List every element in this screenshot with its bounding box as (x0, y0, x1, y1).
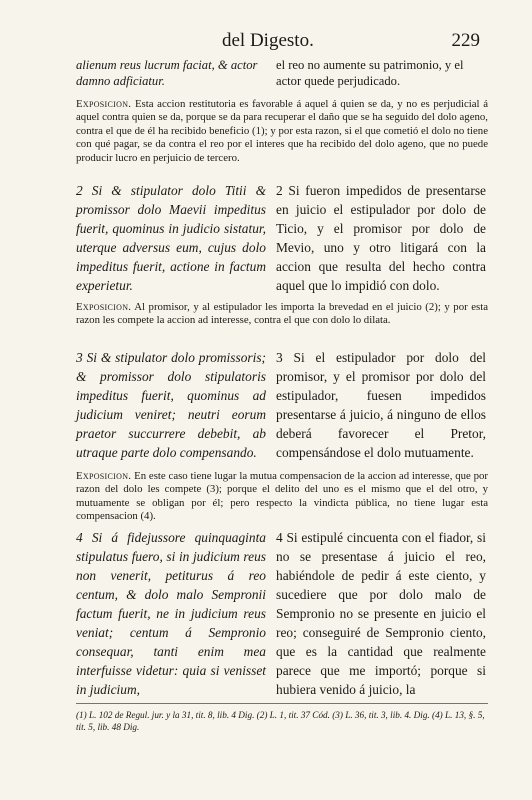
exposition-paragraph (76, 470, 488, 524)
footnotes: (1) L. 102 de Regul. jur. y la 31, tit. 8, lib. 4 Dig. (2) L. 1, tit. 37 Cód. (3) L. 36, tit. 3, lib. 4. Dig. (4) L. 13, §. 5, tit. 5, lib. 48 Dig. (76, 710, 485, 732)
latin-column: alienum reus lucrum faciat, & actor damno adficiatur. (76, 58, 258, 88)
running-title: del Digesto. (222, 30, 314, 51)
latin-column: 2 Si & stipulator dolo Titii & promissor dolo Maevii impeditus fuerit, quominus in judicio sistatur, uterque adversus eum, cujus dolo impeditus fuerit, actione in factum experietur. (76, 183, 266, 293)
spanish-column: 4 Si estipulé cincuenta con el fiador, si no se presentase á juicio el reo, habiéndole de pedir á este ciento, y sucediere que por dolo malo de Sempronio no se presente en juicio el reo; conseguiré de Sempronio ciento, que es la cantidad que realmente parece que me importó; porque si hubiera venido á juicio, la (276, 530, 486, 697)
exposition-text: En este caso tiene lugar la mutua compensacion de la accion ad interesse, que por razon del dolo les compete (3); porque el delito del uno es el mismo que el del otro, y mutuamente se obligan por él; pero respecto la vindicta pública, no tiene lugar esta compensacion (4). (76, 470, 489, 523)
continuation-row (76, 57, 486, 89)
page-number: 229 (451, 30, 480, 51)
footnote-divider (76, 703, 488, 704)
exposition-text: Esta accion restitutoria es favorable á aquel á quien se da, y no es perjudicial á aquel contra quien se da, porque se da para recuperar el daño que se ha seguido del dolo ageno, contra el que de él ha recibido beneficio (1); y por esta razon, si el que cometió el dolo no tiene con qué pagar, se da contra el reo por el interes que ha recibido del dolo ageno, que no puede producir lucro en perjuicio de tercero. (76, 98, 488, 164)
spanish-column: 3 Si el estipulador por dolo del promisor, y el promisor por dolo del estipulador, fuesen impedidos presentarse á juicio, á ninguno de ellos deberá favorecer el Pretor, compensándose el dolo mutuamente. (276, 350, 486, 460)
exposition-paragraph (76, 301, 488, 328)
exposition-paragraph (76, 98, 488, 165)
spanish-column: el reo no aumente su patrimonio, y el actor quede perjudicado. (276, 58, 464, 88)
spanish-column: 2 Si fueron impedidos de presentarse en juicio el estipulador por dolo de Ticio, y el promisor por dolo de Mevio, uno y otro litigará con la accion que resulta del hecho contra aquel que lo impidió con dolo. (276, 183, 486, 293)
section-row-2 (76, 181, 486, 295)
latin-column: 3 Si & stipulator dolo promissoris; & promissor dolo stipulatoris impeditus fuerit, quominus ad judicium veniret; neutri eorum praetor succurrere debebit, ab utraque parte dolo compensando. (76, 350, 266, 460)
page-header (0, 30, 532, 58)
latin-column: 4 Si á fidejussore quinquaginta stipulatus fuero, si in judicium reus non venerit, petiturus á reo centum, & dolo malo Sempronii factum fuerit, ne in judicium reus veniat; centum á Sempronio consequar, tanti enim mea interfuisse videtur: quia si venisset in judicium, (76, 530, 266, 697)
section-row-4 (76, 528, 486, 699)
exposition-label: Exposicion. (76, 470, 132, 482)
exposition-text: Al promisor, y al estipulador les importa la brevedad en el juicio (2); y por esta razon les compete la accion ad interesse, contra el que con dolo lo dilata. (76, 301, 488, 327)
exposition-label: Exposicion. (76, 301, 132, 313)
exposition-label: Exposicion. (76, 98, 132, 110)
section-row-3 (76, 348, 486, 462)
